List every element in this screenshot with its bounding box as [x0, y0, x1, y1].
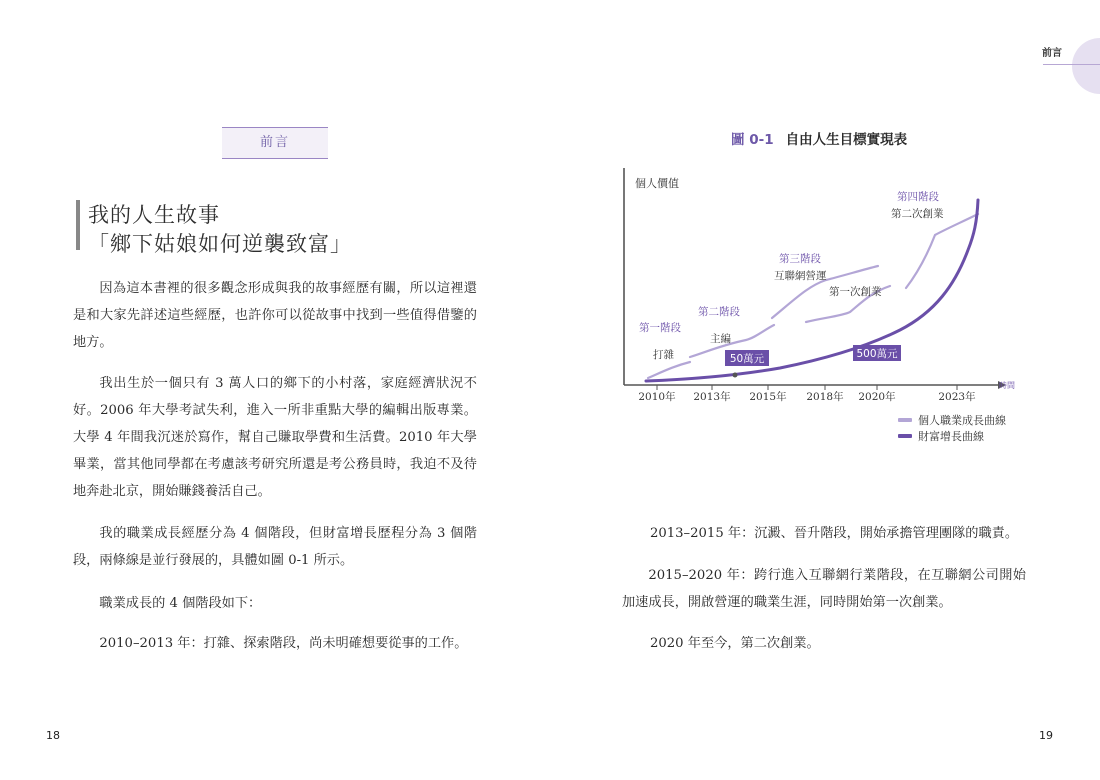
x-tick-label: 2018年: [806, 391, 844, 403]
section-tag: 前言: [222, 127, 328, 159]
page-number: 19: [1039, 729, 1053, 742]
paragraph: 因為這本書裡的很多觀念形成與我的故事經歷有關，所以這裡還是和大家先詳述這些經歷，也許你可以從故事中找到一些值得借鑒的地方。: [73, 281, 477, 350]
legend-swatch-career: [898, 418, 912, 422]
chapter-title-line-2: 「鄉下姑娘如何逆襲致富」: [88, 232, 352, 256]
paragraph: 2010–2013 年：打雜、探索階段，尚未明確想要從事的工作。: [99, 636, 468, 651]
y-axis-label: 個人價值: [635, 177, 679, 190]
legend-label: 財富增長曲線: [918, 430, 984, 443]
x-tick-label: 2010年: [638, 391, 676, 403]
paragraph: 2013–2015 年：沉澱、晉升階段，開始承擔管理團隊的職責。: [650, 526, 1019, 541]
stage-desc: 互聯網營運: [774, 270, 827, 282]
stage-desc: 第一次創業: [829, 286, 882, 298]
x-ticks: [638, 385, 976, 403]
stage-desc: 第二次創業: [891, 208, 944, 220]
wealth-milestone-label: 500萬元: [856, 348, 898, 360]
stage-label: 第四階段: [897, 191, 939, 203]
chapter-title-line-1: 我的人生故事: [88, 203, 220, 227]
title-accent-bar: [76, 200, 80, 250]
chart-legend: [898, 412, 1006, 444]
legend-item: [898, 428, 1006, 444]
paragraph: 2015–2020 年：跨行進入互聯網行業階段，在互聯網公司開始加速成長，開啟營運的職業生涯，同時開始第一次創業。: [622, 568, 1026, 610]
x-tick-label: 2013年: [693, 391, 731, 403]
stage-desc: 主編: [710, 333, 731, 345]
paragraph: 職業成長的 4 個階段如下：: [99, 596, 262, 611]
stage-label: 第二階段: [698, 306, 740, 318]
x-tick-label: 2020年: [858, 391, 896, 403]
page-number: 18: [46, 729, 60, 742]
career-growth-curve: [648, 214, 978, 378]
legend-item: [898, 412, 1006, 428]
legend-label: 個人職業成長曲線: [918, 414, 1006, 427]
wealth-milestone-label: 50萬元: [729, 353, 765, 365]
stage-desc: 打雜: [653, 349, 674, 361]
wealth-growth-curve: [646, 200, 978, 381]
running-header: 前言: [1042, 48, 1062, 59]
right-page: [550, 0, 1100, 780]
x-tick-label: 2023年: [938, 391, 976, 403]
x-tick-label: 2015年: [749, 391, 787, 403]
paragraph: 我出生於一個只有 3 萬人口的鄉下的小村落，家庭經濟狀況不好。2006 年大學考試失利，進入一所非重點大學的編輯出版專業。大學 4 年間我沉迷於寫作，幫自己賺取學費和生活費。2010 年大學畢業，當其他同學都在考慮該考研究所還是考公務員時，我迫不及待地奔赴北京，開始賺錢養活自己。: [73, 376, 477, 499]
career-wealth-chart: [550, 0, 1100, 780]
figure-number: 圖 0-1: [731, 132, 774, 148]
stage-label: 第一階段: [639, 322, 681, 334]
legend-swatch-wealth: [898, 434, 912, 438]
career-segment-stage1: [648, 362, 690, 378]
stage-label: 第三階段: [779, 253, 821, 265]
wealth-milestone-dot: [733, 373, 738, 378]
paragraph: 我的職業成長經歷分為 4 個階段，但財富增長歷程分為 3 個階段，兩條線是並行發展的，具體如圖 0-1 所示。: [73, 526, 477, 568]
figure-title: 自由人生目標實現表: [785, 132, 908, 148]
paragraph: 2020 年至今，第二次創業。: [650, 636, 820, 651]
x-axis-label: 時間: [999, 381, 1015, 390]
